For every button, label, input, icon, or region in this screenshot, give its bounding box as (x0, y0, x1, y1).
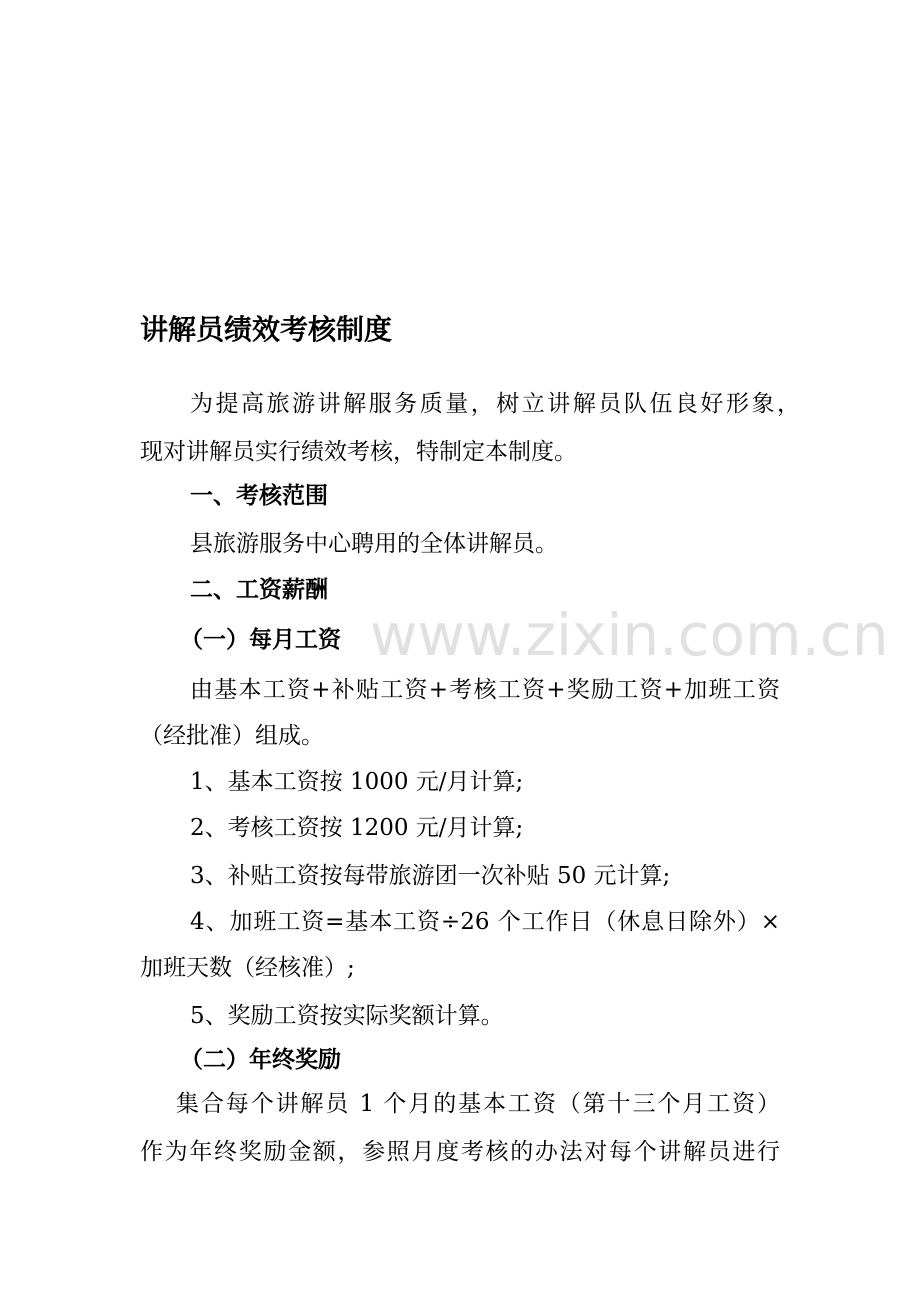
item-3: 3、补贴工资按每带旅游团一次补贴 50 元计算; (190, 863, 671, 889)
item-1: 1、基本工资按 1000 元/月计算; (190, 769, 524, 795)
item-5: 5、奖励工资按实际奖额计算。 (190, 1003, 504, 1029)
subsection-2-line-1: 集合每个讲解员 1 个月的基本工资（第十三个月工资） (176, 1091, 780, 1117)
section-1-heading: 一、考核范围 (190, 483, 328, 509)
subsection-1-line-2: （经批准）组成。 (140, 723, 324, 749)
section-2-heading: 二、工资薪酬 (190, 577, 328, 603)
document-title: 讲解员绩效考核制度 (140, 313, 393, 346)
section-1-text: 县旅游服务中心聘用的全体讲解员。 (190, 531, 558, 557)
watermark-text: www.zixin.com.cn (370, 601, 889, 669)
subsection-1-heading: （一）每月工资 (180, 627, 341, 653)
intro-line-2: 现对讲解员实行绩效考核，特制定本制度。 (140, 439, 577, 465)
item-4-line-2: 加班天数（经核准）; (140, 955, 355, 981)
intro-line-1: 为提高旅游讲解服务质量，树立讲解员队伍良好形象， (190, 391, 800, 417)
subsection-1-line-1: 由基本工资+补贴工资+考核工资+奖励工资+加班工资 (190, 677, 780, 703)
item-4-line-1: 4、加班工资=基本工资÷26 个工作日（休息日除外）× (190, 909, 780, 935)
subsection-2-line-2: 作为年终奖励金额，参照月度考核的办法对每个讲解员进行 (140, 1139, 780, 1165)
subsection-2-heading: （二）年终奖励 (180, 1047, 341, 1073)
item-2: 2、考核工资按 1200 元/月计算; (190, 815, 524, 841)
